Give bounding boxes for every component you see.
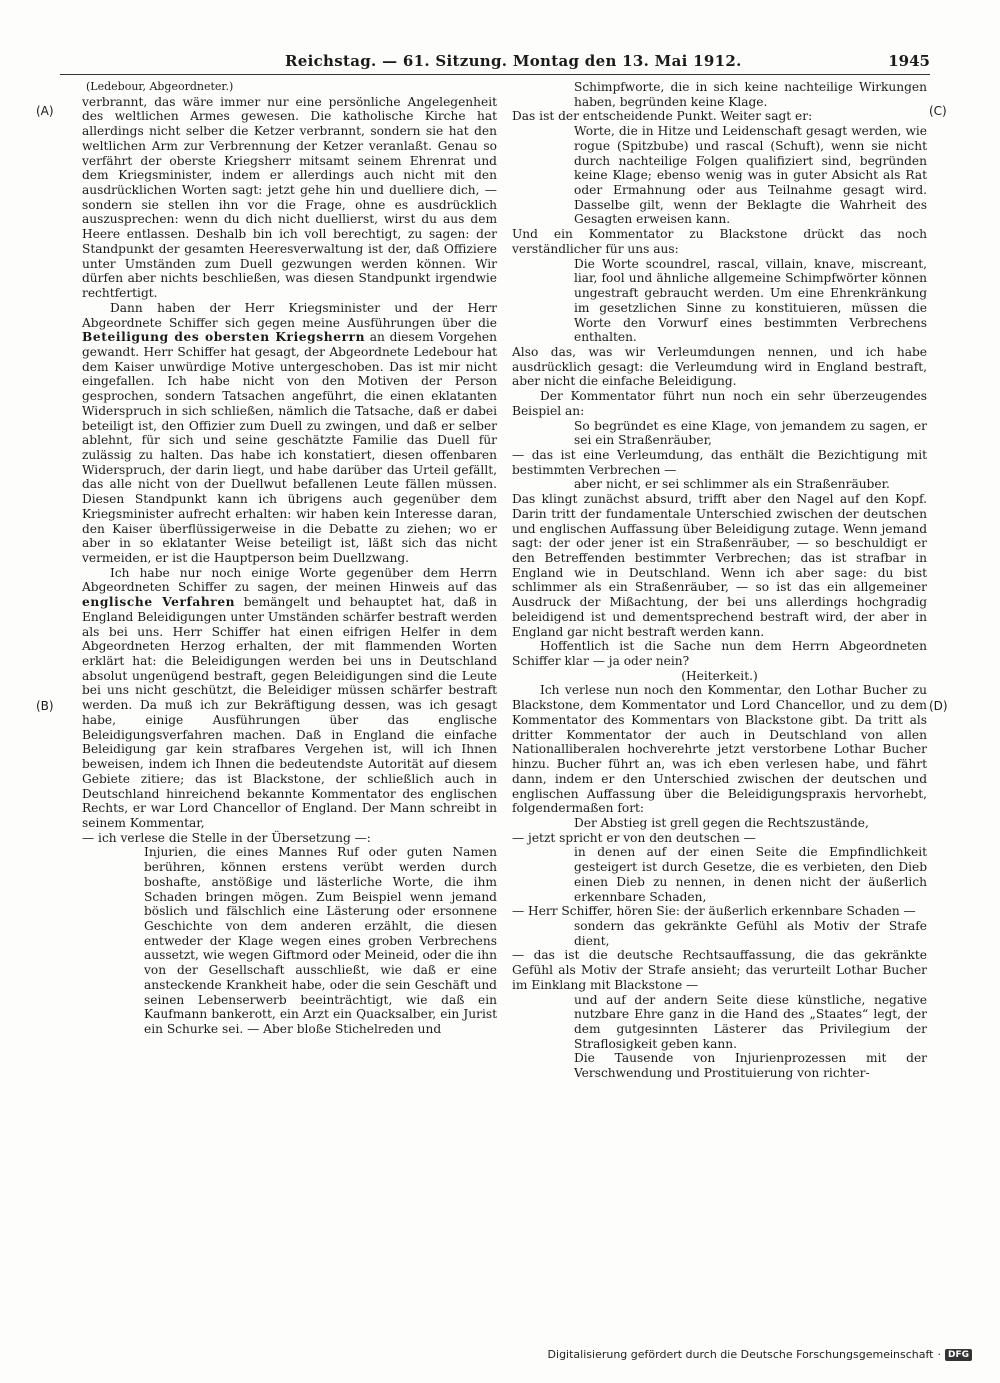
margin-marker-d: (D): [929, 699, 948, 713]
paragraph: Also das, was wir Verleumdungen nennen, und ich habe ausdrücklich gesagt: die Verleumdung wird in England bestraft, aber nicht die einfache Beleidigung.: [512, 344, 927, 389]
text-run: Ich habe nur noch einige Worte gegenüber dem Herrn Abgeordneten Schiffer zu sagen, der meinen Hinweis auf das: [82, 565, 497, 595]
paragraph: Hoffentlich ist die Sache nun dem Herrn Abgeordneten Schiffer klar — ja oder nein?: [512, 639, 927, 669]
page-header: [60, 52, 930, 74]
block-quote: Der Abstieg ist grell gegen die Rechtszustände,: [574, 815, 869, 830]
paragraph: Und ein Kommentator zu Blackstone drückt das noch verständlicher für uns aus:: [512, 227, 927, 256]
block-quote: in denen auf der einen Seite die Empfindlichkeit gesteigert ist durch Gesetze, die es verbieten, den Dieb einen Dieb zu nennen, in denen nicht der äußerlich erkennbare Schaden,: [574, 845, 927, 904]
footer-credit: Digitalisierung gefördert durch die Deutsche Forschungsgemeinschaft · DFG: [548, 1348, 972, 1361]
running-title: Reichstag. — 61. Sitzung. Montag den 13. Mai 1912.: [285, 52, 742, 70]
text-run: an diesem Vorgehen gewandt. Herr Schiffer hat gesagt, der Abgeordnete Ledebour hat dem Kaiser unwürdige Motive untergeschoben. Das ist mir nicht eingefallen. Ich habe nicht von den Motiven der Person gesprochen, sondern Tatsachen angeführt, die einen eklatanten Widerspruch in sich schließen, nämlich die Tatsache, daß er dabei beteiligt ist, den Offizier zum Duell zu zwingen, und daß er selber ablehnt, für sich und seine geschätzte Familie das Duell für zulässig zu halten. Das habe ich konstatiert, diesen offenbaren Widerspruch, der darin liegt, und habe darüber das Urteil gefällt, das alle nicht von der Duellwut befallenen Leute fällen müssen. Diesen Standpunkt kann ich übrigens auch gegenüber dem Kriegsminister aufrecht erhalten: wir haben kein Interesse daran, den Kaiser überflüssigerweise in die Debatte zu ziehen; wo er aber in so eklatanter Weise beteiligt ist, läßt sich das nicht vermeiden, er ist die Hauptperson beim Duellzwang.: [82, 330, 497, 565]
header-rule: [60, 74, 930, 75]
block-quote: sondern das gekränkte Gefühl als Motiv der Strafe dient,: [574, 918, 927, 948]
left-column: [82, 80, 497, 1037]
paragraph: — jetzt spricht er von den deutschen —: [512, 830, 756, 845]
block-quote: Injurien, die eines Mannes Ruf oder guten Namen berühren, können erstens verübt werden durch boshafte, anstößige und lästerliche Worte, die ihm Schaden bringen mögen. Zum Beispiel wenn jemand böslich und fälschlich eine Lästerung oder ersonnene Geschichte von dem anderen erzählt, die diesen entweder der Klage wegen eines groben Verbrechens aussetzt, wie wegen Giftmord oder Meineid, oder die ihn von der Gesellschaft ausschließt, wie daß er eine ansteckende Krankheit habe, oder die sein Geschäft und seinen Lebenserwerb beeinträchtigt, wie daß ein Kaufmann bankerott, ein Arzt ein Quacksalber, ein Jurist ein Schurke sei. — Aber bloße Stichelreden und: [144, 845, 497, 1036]
block-quote: und auf der andern Seite diese künstliche, negative nutzbare Ehre ganz in die Hand des „Staates“ legt, der dem gutgesinnten Lästerer das Privilegium der Straflosigkeit geben kann.: [574, 992, 927, 1051]
speaker-line: (Ledebour, Abgeordneter.): [86, 80, 234, 93]
paragraph: [82, 301, 497, 566]
paragraph: Das klingt zunächst absurd, trifft aber den Nagel auf den Kopf. Darin tritt der fundamentale Unterschied zwischen der deutschen und englischen Auffassung über Beleidigung zutage. Wenn jemand sagt: der oder jener ist ein Straßenräuber, — so beschuldigt er den Betreffenden bestimmter Verbrechen; das ist strafbar in England wie in Deutschland. Wenn ich aber sage: du bist schlimmer als ein Straßenräuber, — so ist das ein allgemeiner Ausdruck der Mißachtung, der bei uns allerdings hochgradig beleidigend ist und dementsprechend bestraft wird, der aber in England gar nicht bestraft werden kann.: [512, 492, 927, 639]
paragraph: — das ist eine Verleumdung, das enthält die Bezichtigung mit bestimmten Verbrechen —: [512, 447, 927, 477]
page-number: 1945: [888, 52, 930, 70]
block-quote: Die Tausende von Injurienprozessen mit der Verschwendung und Prostituierung von richter-: [574, 1051, 927, 1081]
margin-marker-a: (A): [36, 104, 54, 118]
interjection: (Heiterkeit.): [681, 668, 758, 683]
emphasis: englische Verfahren: [82, 595, 236, 610]
right-column: [512, 80, 927, 1081]
paragraph: — das ist die deutsche Rechtsauffassung, die das gekränkte Gefühl als Motiv der Strafe ansieht; das verurteilt Lothar Bucher im Einklang mit Blackstone —: [512, 948, 927, 992]
margin-marker-c: (C): [929, 104, 947, 118]
block-quote: Worte, die in Hitze und Leidenschaft gesagt werden, wie rogue (Spitzbube) und rascal (Schuft), wenn sie nicht durch nachteilige Folgen qualifiziert sind, begründen keine Klage; ebenso wenig was in guter Absicht als Rat oder Ermahnung oder aus Teilnahme gesagt wird. Dasselbe gilt, wenn der Beklagte die Wahrheit des Gesagten erweisen kann.: [574, 124, 927, 227]
paragraph: Ich verlese nun noch den Kommentar, den Lothar Bucher zu Blackstone, dem Kommentator und Lord Chancellor, und zu dem Kommentator des Kommentars von Blackstone gibt. Da tritt als dritter Kommentator der auch in Deutschland von allen Nationalliberalen hochverehrte jetzt verstorbene Lothar Bucher hinzu. Bucher führt an, was ich eben verlesen habe, und fährt dann, indem er den Unterschied zwischen der deutschen und englischen Auffassung über die Beleidigungspraxis hervorhebt, folgendermaßen fort:: [512, 683, 927, 816]
emphasis: Beteiligung des obersten Kriegsherrn: [82, 330, 366, 345]
paragraph: Das ist der entscheidende Punkt. Weiter sagt er:: [512, 109, 813, 124]
dfg-logo: DFG: [945, 1349, 972, 1361]
paragraph: — ich verlese die Stelle in der Übersetzung —:: [82, 830, 371, 845]
block-quote: So begründet es eine Klage, von jemandem zu sagen, er sei ein Straßenräuber,: [574, 418, 927, 448]
footer-text: Digitalisierung gefördert durch die Deutsche Forschungsgemeinschaft: [547, 1348, 934, 1361]
paragraph: Der Kommentator führt nun noch ein sehr überzeugendes Beispiel an:: [512, 389, 927, 418]
paragraph: [82, 566, 497, 831]
margin-marker-b: (B): [36, 699, 54, 713]
block-quote: aber nicht, er sei schlimmer als ein Straßenräuber.: [574, 477, 890, 492]
text-run: Dann haben der Herr Kriegsminister und der Herr Abgeordnete Schiffer sich gegen meine Ausführungen über die: [82, 300, 497, 330]
paragraph: verbrannt, das wäre immer nur eine persönliche Angelegenheit des weltlichen Armes gewesen. Die katholische Kirche hat allerdings nicht selber die Ketzer verbrannt, sondern sie hat den weltlichen Arm zur Verbrennung der Ketzer veranlaßt. Genau so verfährt der oberste Kriegsherr mitsamt seinem Ehrenrat und dem Kriegsminister, indem er allerdings auch nicht mit den ausdrücklichen Worten sagt: jetzt gehe hin und duelliere dich, — sondern sie stellen ihn vor die Frage, ohne es ausdrücklich auszusprechen: wenn du dich nicht duellierst, wirst du aus dem Heere entlassen. Deshalb bin ich voll berechtigt, zu sagen: der Standpunkt der gesamten Heeresverwaltung ist der, daß Offiziere unter Umständen zum Duell gezwungen werden können. Wir dürfen aber nichts beschließen, was diesen Standpunkt irgendwie rechtfertigt.: [82, 94, 497, 301]
text-run: bemängelt und behauptet hat, daß in England Beleidigungen unter Umständen schärfer bestraft werden als bei uns. Herr Schiffer hat einen eifrigen Helfer in dem Abgeordneten Herzog erhalten, der mit flammenden Worten erklärt hat: die Beleidigungen werden bei uns in Deutschland absolut ungenügend bestraft, gegen Beleidigungen sind die Leute bei uns nicht geschützt, die Beleidiger müssen schärfer bestraft werden. Da muß ich zur Bekräftigung dessen, was ich gesagt habe, einige Ausführungen über das englische Beleidigungsverfahren machen. Daß in England die einfache Beleidigung gar kein strafbares Vergehen ist, will ich Ihnen beweisen, indem ich Ihnen die bedeutendste Autorität auf diesem Gebiete zitiere; das ist Blackstone, der schließlich auch in Deutschland hinreichend bekannte Kommentator des englischen Rechts, er war Lord Chancellor of England. Der Mann schreibt in seinem Kommentar,: [82, 595, 498, 830]
block-quote: Schimpfworte, die in sich keine nachteilige Wirkungen haben, begründen keine Klage.: [574, 80, 927, 109]
block-quote: Die Worte scoundrel, rascal, villain, knave, miscreant, liar, fool und ähnliche allgemeine Schimpfwörter können ungestraft gebraucht werden. Um eine Ehrenkränkung im gesetzlichen Sinne zu konstituieren, müssen die Worte den Vorwurf eines bestimmten Verbrechens enthalten.: [574, 256, 927, 345]
paragraph: — Herr Schiffer, hören Sie: der äußerlich erkennbare Schaden —: [512, 904, 916, 919]
